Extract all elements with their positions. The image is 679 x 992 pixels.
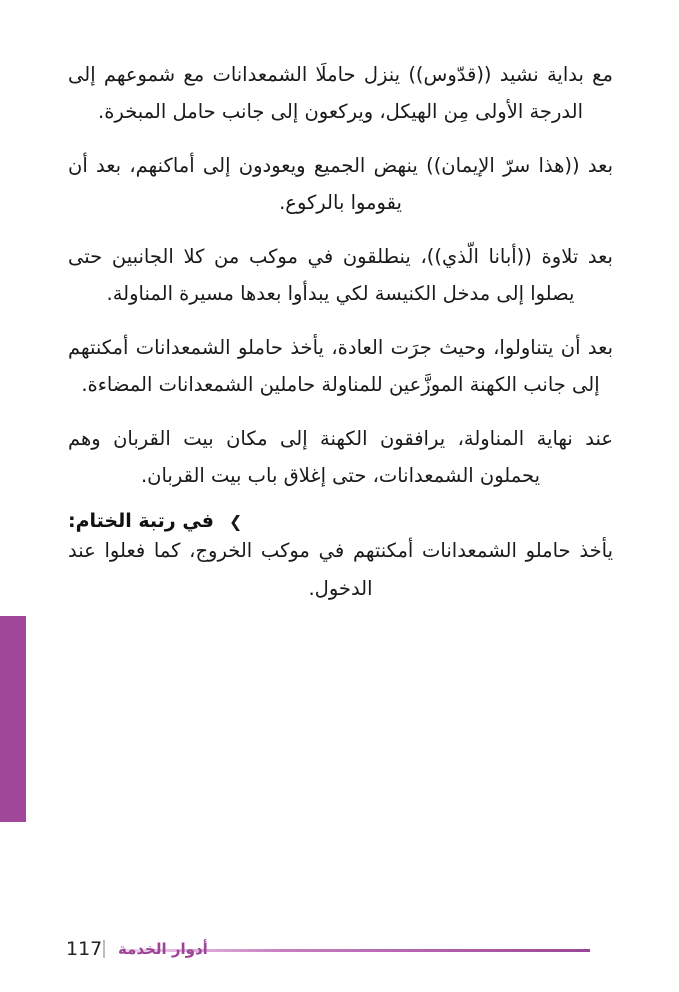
paragraph-4: بعد أن يتناولوا، وحيث جرَت العادة، يأخذ حاملو الشمعدانات أمكنتهم إلى جانب الكهنة الموزَّعين للمناولة حاملين الشمعدانات المضاءة. [68, 335, 613, 397]
page-footer [0, 926, 679, 966]
footer-book-title: أدوار الخدمة [118, 940, 208, 958]
page-number: 117 [66, 938, 103, 960]
paragraph-3: بعد تلاوة ((أبانا الّذي))، ينطلقون في موكب من كلا الجانبين حتى يصلوا إلى مدخل الكنيسة لكي يبدأوا بعدها مسيرة المناولة. [68, 244, 613, 306]
section-heading-row [68, 510, 613, 532]
edge-tab-decoration [0, 616, 26, 822]
footer-separator [103, 940, 105, 958]
paragraph-2: بعد ((هذا سرّ الإيمان)) ينهض الجميع ويعودون إلى أماكنهم، بعد أن يقوموا بالركوع. [68, 153, 613, 215]
section-heading: في رتبة الختام: [68, 510, 214, 533]
page-content [68, 56, 613, 607]
paragraph-1: مع بداية نشيد ((قدّوس)) ينزل حاملَا الشمعدانات مع شموعهم إلى الدرجة الأولى مِن الهيكل، ويركعون إلى جانب حامل المبخرة. [68, 63, 613, 124]
chevron-left-icon: ❯ [229, 512, 243, 532]
section-body: يأخذ حاملو الشمعدانات أمكنتهم في موكب الخروج، كما فعلوا عند الدخول. [68, 539, 613, 600]
paragraph-5: عند نهاية المناولة، يرافقون الكهنة إلى مكان بيت القربان وهم يحملون الشمعدانات، حتى إغلاق باب بيت القربان. [68, 426, 613, 487]
